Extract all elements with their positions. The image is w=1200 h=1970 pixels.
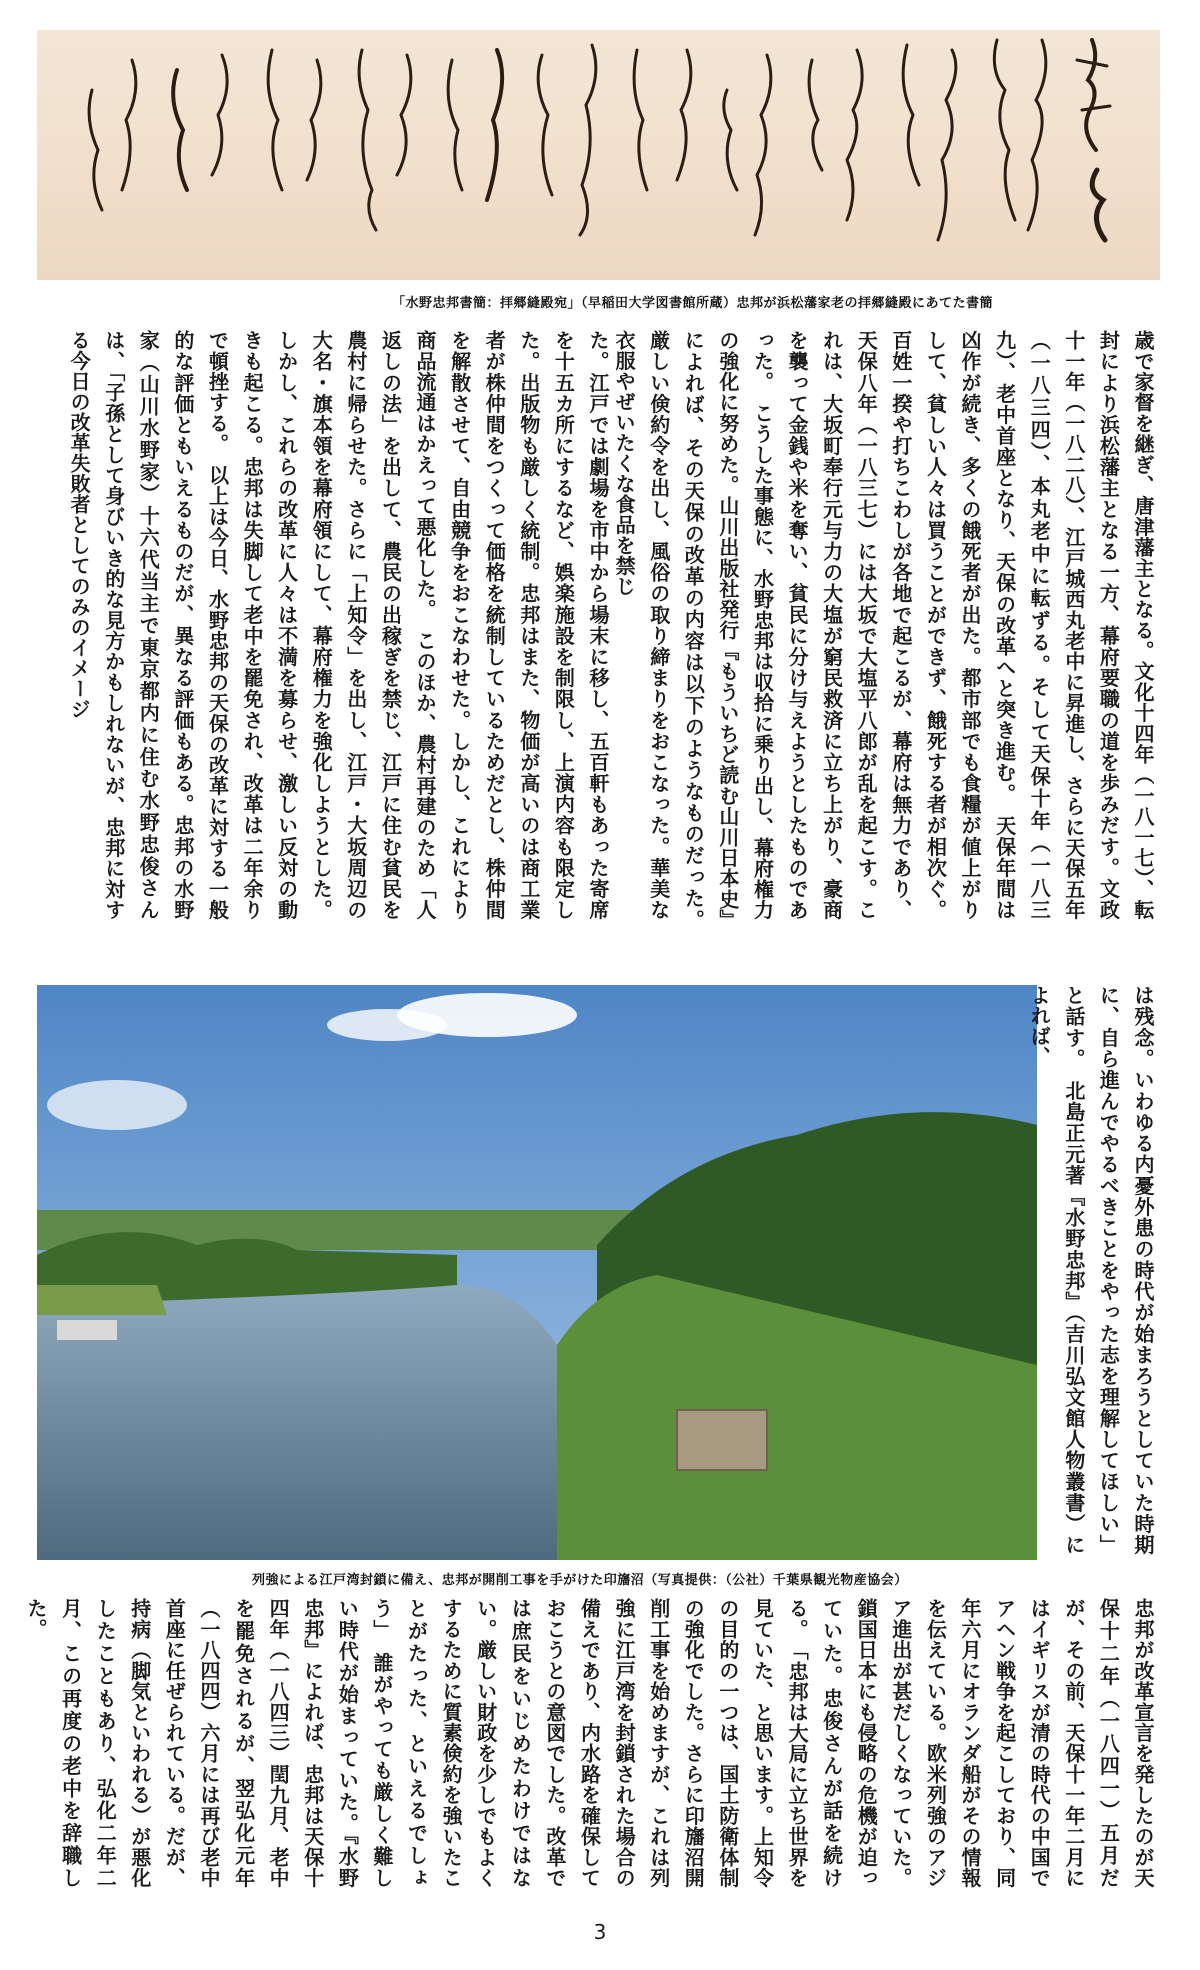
letter-caption: 「水野忠邦書簡：拝郷縫殿宛」（早稲田大学図書館所蔵）忠邦が浜松藩家老の拝郷縫殿にあてた書簡 [392, 296, 994, 311]
article-text-top-left: た。江戸では劇場を市中から場末に移し、五百軒もあった寄席を十五カ所にするなど、娯楽施設を制限し、上演内容も限定した。出版物も厳しく統制。忠邦はまた、物価が高いのは商工業者が株仲間をつくって価格を統制しているためだとし、株仲間を解散させて、自由競争をおこなわせた。しかし、これにより商品流通はかえって悪化した。 このほか、農村再建のため「人返しの法」を出して、農民の出稼ぎを禁じ、江戸に住む貧民を農村に帰らせた。さらに「上知令」を出し、江戸・大坂周辺の大名・旗本領を幕府領にして、幕府権力を強化しようとした。しかし、これらの改革に人々は不満を募らせ、激しい反対の動きも起こる。忠邦は失脚して老中を罷免され、改革は二年余りで頓挫する。 以上は今日、水野忠邦の天保の改革に対する一般的な評価ともいえるものだが、異なる評価もある。忠邦の水野家（山川水野家）十六代当主で東京都内に住む水野忠俊さんは、「子孫として身びいき的な見方かもしれないが、忠邦に対する今日の改革失敗者としてのみのイメージ [67, 330, 610, 920]
inbanuma-photo [37, 985, 1037, 1560]
article-text-top-right: 歳で家督を継ぎ、唐津藩主となる。文化十四年（一八一七）、転封により浜松藩主となる一方、幕府要職の道を歩みだす。文政十一年（一八二八）、江戸城西丸老中に昇進し、さらに天保五年（一八三四）、本丸老中に転ずる。そして天保十年（一八三九）、老中首座となり、天保の改革へと突き進む。 天保年間は凶作が続き、多くの餓死者が出た。都市部でも食糧が値上がりして、貧しい人々は買うことができず、餓死する者が相次ぐ。百姓一揆や打ちこわしが各地で起こるが、幕府は無力であり、天保八年（一八三七）には大坂で大塩平八郎が乱を起こす。これは、大坂町奉行元与力の大塩が窮民救済に立ち上がり、豪商を襲って金銭や米を奪い、貧民に分け与えようとしたものであった。 こうした事態に、水野忠邦は収拾に乗り出し、幕府権力の強化に努めた。山川出版社発行『もういちど読む山川日本史』によれば、その天保の改革の内容は以下のようなものだった。 厳しい倹約令を出し、風俗の取り締まりをおこなった。華美な衣服やぜいたくな食品を禁じ [612, 330, 1155, 941]
calligraphy-strokes [37, 30, 1160, 280]
photo-caption: 列強による江戸湾封鎖に備え、忠邦が開削工事を手がけた印旛沼（写真提供：（公社）千葉県観光物産協会） [252, 1573, 908, 1588]
page-number: 3 [593, 1920, 607, 1944]
article-text-side: は残念。いわゆる内憂外患の時代が始まろうとしていた時期に、自ら進んでやるべきことをやった志を理解してほしい」と話す。 北島正元著『水野忠邦』（吉川弘文館人物叢書）によれば、 [1027, 985, 1155, 1555]
letter-scroll-image [37, 30, 1160, 280]
article-text-bottom: 忠邦が改革宣言を発したのが天保十二年（一八四一）五月だが、その前、天保十一年二月にはイギリスが清の時代の中国でアヘン戦争を起こしており、同年六月にオランダ船がその情報を伝えている。欧米列強のアジア進出が甚だしくなっていた。鎖国日本にも侵略の危機が迫っていた。忠俊さんが話を続ける。 「忠邦は大局に立ち世界を見ていた、と思います。上知令の目的の一つは、国土防衛体制の強化でした。さらに印旛沼開削工事を始めますが、これは列強に江戸湾を封鎖された場合の備えであり、内水路を確保しておこうとの意図でした。改革では庶民をいじめたわけではない。厳しい財政を少しでもよくするために質素倹約を強いたことがたった、といえるでしょう」 誰がやっても厳しく難しい時代が始まっていた。『水野忠邦』によれば、忠邦は天保十四年（一八四三）閏九月、老中を罷免されるが、翌弘化元年（一八四四）六月には再び老中首座に任ぜられている。だが、持病（脚気といわれる）が悪化したこともあり、弘化二年二月、この再度の老中を辞職した。 [24, 1598, 1155, 1888]
landscape-illustration [37, 985, 1037, 1560]
